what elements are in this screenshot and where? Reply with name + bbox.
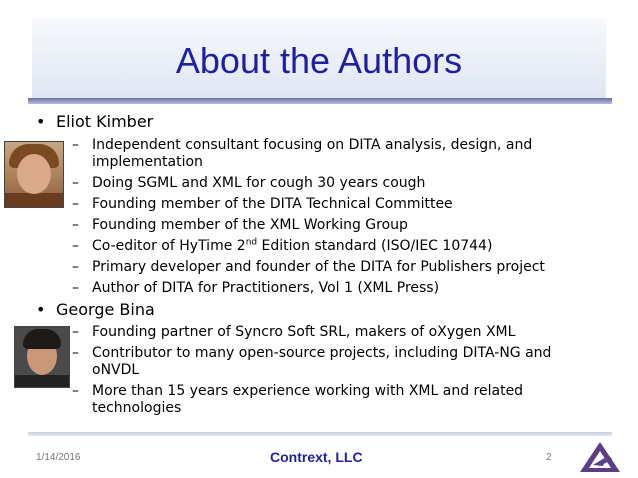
title-banner: [32, 18, 606, 98]
list-item: – Founding member of the DITA Technical Committee: [72, 196, 453, 212]
author-name-eliot: • Eliot Kimber: [36, 112, 154, 131]
author-photo-eliot: [4, 141, 64, 208]
list-item: – Co-editor of HyTime 2nd Edition standard (ISO/IEC 10744): [72, 237, 493, 254]
footer-date: 1/14/2016: [36, 452, 81, 463]
contrext-logo-icon: [578, 440, 622, 474]
list-item: – More than 15 years experience working with XML and related technologies: [72, 383, 524, 416]
list-item: – Doing SGML and XML for cough 30 years cough: [72, 175, 426, 191]
list-item: – Founding partner of Syncro Soft SRL, makers of oXygen XML: [72, 324, 516, 340]
list-item: – Author of DITA for Practitioners, Vol 1 (XML Press): [72, 280, 440, 296]
list-item: – Founding member of the XML Working Group: [72, 217, 408, 233]
list-item: – Contributor to many open-source projects, including DITA-NG and oNVDL: [72, 345, 552, 378]
list-item: – Independent consultant focusing on DITA analysis, design, and implementation: [72, 137, 533, 170]
author-name-george: • George Bina: [36, 300, 155, 319]
title-divider: [28, 98, 612, 104]
list-item: – Primary developer and founder of the DITA for Publishers project: [72, 259, 545, 275]
footer-divider: [28, 432, 612, 436]
page-number: 2: [546, 452, 552, 463]
author-photo-george: [14, 326, 70, 388]
bullet-icon: •: [36, 300, 46, 319]
author-items-george: [72, 324, 572, 421]
author-items-eliot: [72, 137, 572, 301]
slide-title: About the Authors: [175, 40, 463, 81]
footer-company: Contrext, LLC: [270, 449, 363, 465]
bullet-icon: •: [36, 112, 46, 131]
